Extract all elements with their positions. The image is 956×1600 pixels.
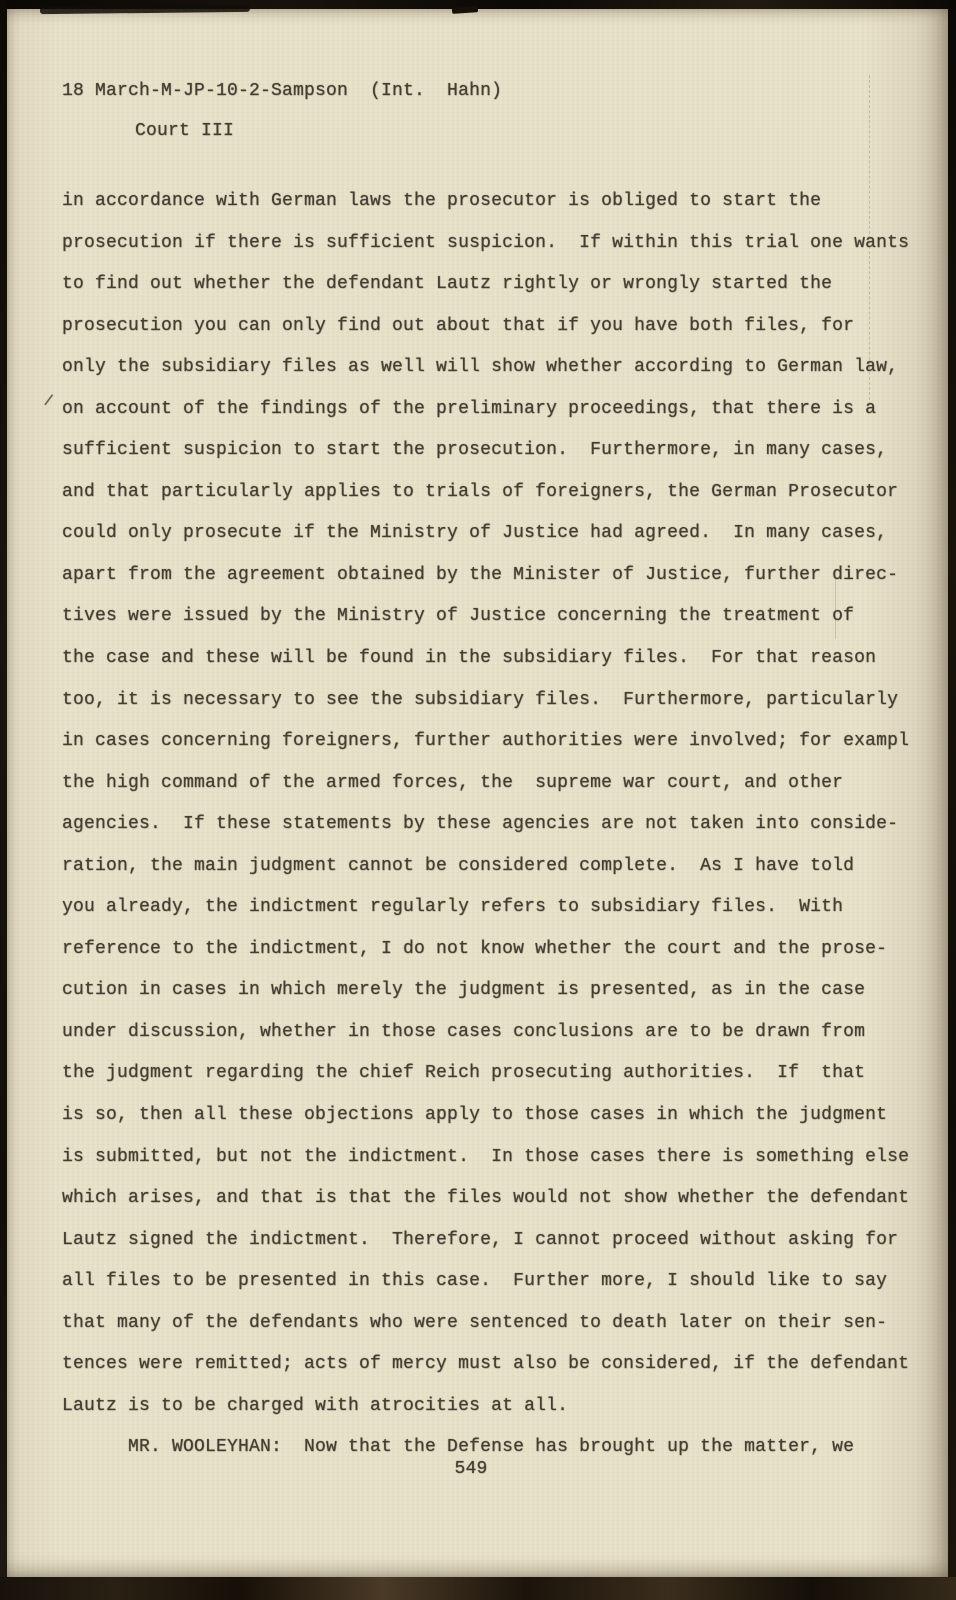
- body-line: tences were remitted; acts of mercy must also be considered, if the defendant: [62, 1354, 910, 1375]
- body-line: Lautz is to be charged with atrocities at all.: [62, 1395, 569, 1416]
- body-line: which arises, and that is that the files would not show whether the defendant: [62, 1188, 910, 1209]
- body-line: that many of the defendants who were sentenced to death later on their sen-: [62, 1312, 888, 1333]
- body-line: to find out whether the defendant Lautz rightly or wrongly started the: [62, 274, 833, 295]
- docket-header: 18 March-M-JP-10-2-Sampson (Int. Hahn): [62, 81, 503, 101]
- body-lines: [62, 181, 932, 1469]
- body-line: apart from the agreement obtained by the Minister of Justice, further direc-: [62, 564, 899, 585]
- body-line: the case and these will be found in the subsidiary files. For that reason: [62, 648, 877, 669]
- body-line: Lautz signed the indictment. Therefore, I cannot proceed without asking for: [62, 1229, 899, 1250]
- body-line: sufficient suspicion to start the prosecution. Furthermore, in many cases,: [62, 440, 888, 461]
- body-line: you already, the indictment regularly refers to subsidiary files. With: [62, 897, 844, 918]
- paper-sheet: [7, 9, 949, 1577]
- court-heading: Court III: [135, 121, 235, 141]
- body-line: agencies. If these statements by these agencies are not taken into conside-: [62, 814, 899, 835]
- body-line: too, it is necessary to see the subsidiary files. Furthermore, particularly: [62, 689, 899, 710]
- body-line: under discussion, whether in those cases conclusions are to be drawn from: [62, 1021, 866, 1042]
- body-line: and that particularly applies to trials of foreigners, the German Prosecutor: [62, 481, 899, 502]
- body-line: the judgment regarding the chief Reich prosecuting authorities. If that: [62, 1063, 866, 1084]
- body-line: cution in cases in which merely the judgment is presented, as in the case: [62, 980, 866, 1001]
- body-line: ration, the main judgment cannot be considered complete. As I have told: [62, 855, 855, 876]
- body-line: all files to be presented in this case. Further more, I should like to say: [62, 1271, 888, 1292]
- margin-artifact-mark: /: [42, 392, 55, 411]
- body-line: in accordance with German laws the prosecutor is obliged to start the: [62, 191, 822, 211]
- body-line: could only prosecute if the Ministry of Justice had agreed. In many cases,: [62, 523, 888, 544]
- body-line: the high command of the armed forces, the supreme war court, and other: [62, 772, 844, 793]
- body-line: is submitted, but not the indictment. In those cases there is something else: [62, 1146, 910, 1167]
- body-line: reference to the indictment, I do not know whether the court and the prose-: [62, 938, 888, 959]
- body-line: only the subsidiary files as well will show whether according to German law,: [62, 357, 899, 378]
- body-line: prosecution if there is sufficient suspicion. If within this trial one wants: [62, 232, 910, 253]
- scan-edge-right: [948, 0, 956, 1600]
- scan-edge-bottom: [0, 1577, 956, 1600]
- body-line: on account of the findings of the preliminary proceedings, that there is a: [62, 398, 877, 419]
- body-line: MR. WOOLEYHAN: Now that the Defense has brought up the matter, we: [62, 1437, 855, 1458]
- body-line: in cases concerning foreigners, further authorities were involved; for exampl: [62, 731, 910, 752]
- scan-edge-left: [0, 0, 7, 1600]
- body-line: is so, then all these objections apply to those cases in which the judgment: [62, 1105, 888, 1126]
- page-number: 549: [454, 1459, 488, 1479]
- paper-crease: [869, 75, 870, 405]
- paper-crease: [835, 569, 836, 639]
- body-line: tives were issued by the Ministry of Justice concerning the treatment of: [62, 606, 855, 627]
- body-line: prosecution you can only find out about that if you have both files, for: [62, 315, 855, 336]
